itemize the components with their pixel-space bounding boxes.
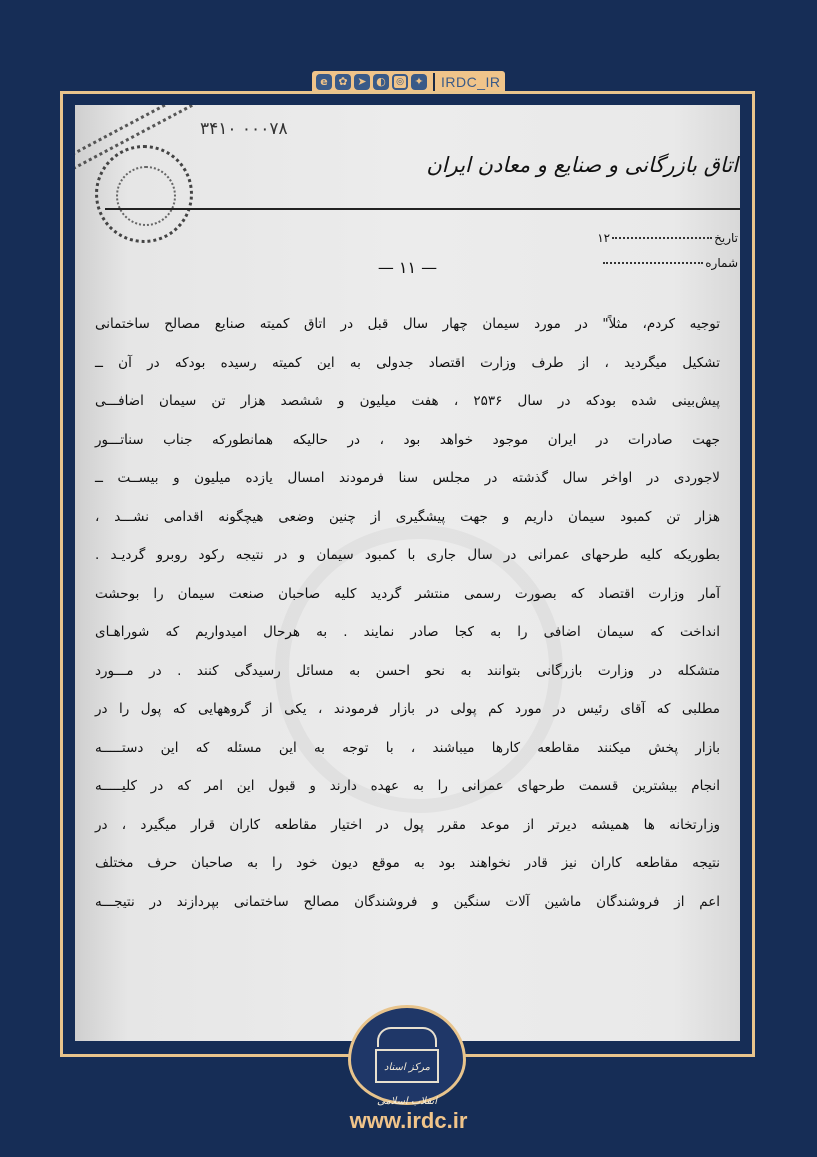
text-line: پیش‌بینی شده بودکه در سال ۲۵۳۶ ، هفت میلیون و ششصد هزار تن سیمان اضافـــی bbox=[95, 393, 720, 409]
serial-number: ۳۴۱۰ ۰۰۰۷۸ bbox=[200, 119, 288, 139]
text-line: مطلبی که آقای رئیس در مورد کم پولی در بازار فرمودند ، یکی از گروههایی که پول را در bbox=[95, 701, 720, 717]
text-line: نتیجه مقاطعه کاران نیز قادر نخواهند بود به موقع دیون خود را به صاحبان حرف مختلف bbox=[95, 855, 720, 871]
scanned-document bbox=[75, 105, 740, 1041]
social-links-bar bbox=[312, 71, 505, 93]
text-line: متشکله در وزارت بازرگانی بتوانند به نحو احسن به مسائل رسیدگی کنند . در مـــورد bbox=[95, 662, 720, 679]
header-rule bbox=[105, 208, 740, 210]
social-handle: IRDC_IR bbox=[441, 74, 501, 90]
text-line: اعم از فروشندگان ماشین آلات سنگین و فروشندگان مصالح ساختمانی بپردازند در نتیجـــه bbox=[95, 893, 720, 910]
instagram-icon[interactable]: ◎ bbox=[392, 74, 408, 90]
social-divider bbox=[433, 73, 435, 91]
document-body bbox=[95, 305, 720, 921]
date-dots bbox=[612, 237, 712, 239]
text-line: انجام بیشترین قسمت طرحهای عمرانی را به عهده دارند و قبول این امر که در کلیـــــه bbox=[95, 778, 720, 794]
date-label: تاریخ bbox=[714, 231, 738, 245]
number-label: شماره bbox=[705, 256, 738, 270]
text-line: بازار پخش میکنند مقاطعه کارها میباشند ، با توجه به این مسئله که این دستـــــه bbox=[95, 739, 720, 756]
text-line: انداخت که سیمان اضافی را به کجا صادر نمایند . به هرحال امیدواریم که شوراهـای bbox=[95, 624, 720, 640]
date-field bbox=[597, 231, 738, 245]
text-line: جهت صادرات در ایران موجود خواهد بود ، در حالیکه همانطورکه جناب سناتـــور bbox=[95, 431, 720, 448]
twitter-icon[interactable]: ✦ bbox=[411, 74, 427, 90]
text-line: توجیه کردم، مثلاً" در مورد سیمان چهار سال قبل در اتاق کمیته صنایع مصالح ساختمانی bbox=[95, 316, 720, 332]
irdc-logo[interactable] bbox=[348, 1005, 466, 1105]
organization-title: اتاق بازرگانی و صنایع و معادن ایران bbox=[426, 153, 738, 177]
soroush-icon[interactable]: ◐ bbox=[373, 74, 389, 90]
bale-icon[interactable]: ✿ bbox=[335, 74, 351, 90]
eitaa-icon[interactable]: e bbox=[316, 74, 332, 90]
text-line: آمار وزارت اقتصاد که بصورت رسمی منتشر گردید کلیه صاحبان صنعت سیمان را بوحشت bbox=[95, 585, 720, 602]
official-seal-icon bbox=[95, 145, 193, 243]
website-url[interactable]: www.irdc.ir bbox=[349, 1108, 468, 1133]
text-line: لاجوردی در اواخر سال گذشته در مجلس سنا فرمودند امسال یازده میلیون و بیســت ــ bbox=[95, 470, 720, 486]
telegram-icon[interactable]: ➤ bbox=[354, 74, 370, 90]
page-number: — ۱۱ — bbox=[377, 258, 438, 277]
text-line: تشکیل میگردید ، از طرف وزارت اقتصاد جدولی به این کمیته رسیده بودکه در آن ــ bbox=[95, 354, 720, 371]
logo-book-icon: مرکز اسناد انقلاب اسلامی bbox=[375, 1049, 439, 1083]
text-line: وزارتخانه ها همیشه دیرتر از موعد مقرر پول در اختیار مقاطعه کاران قرار میگیرد ، در bbox=[95, 816, 720, 833]
date-value: ۱۲ bbox=[597, 231, 611, 245]
logo-crown-icon bbox=[377, 1027, 437, 1047]
text-line: بطوریکه کلیه طرحهای عمرانی در سال جاری با کمبود سیمان و در نتیجه رکود روبرو گردیـد . bbox=[95, 547, 720, 563]
text-line: هزار تن کمبود سیمان داریم و جهت پیشگیری از چنین وضعی هیچگونه اقدامی نشـــد ، bbox=[95, 508, 720, 525]
